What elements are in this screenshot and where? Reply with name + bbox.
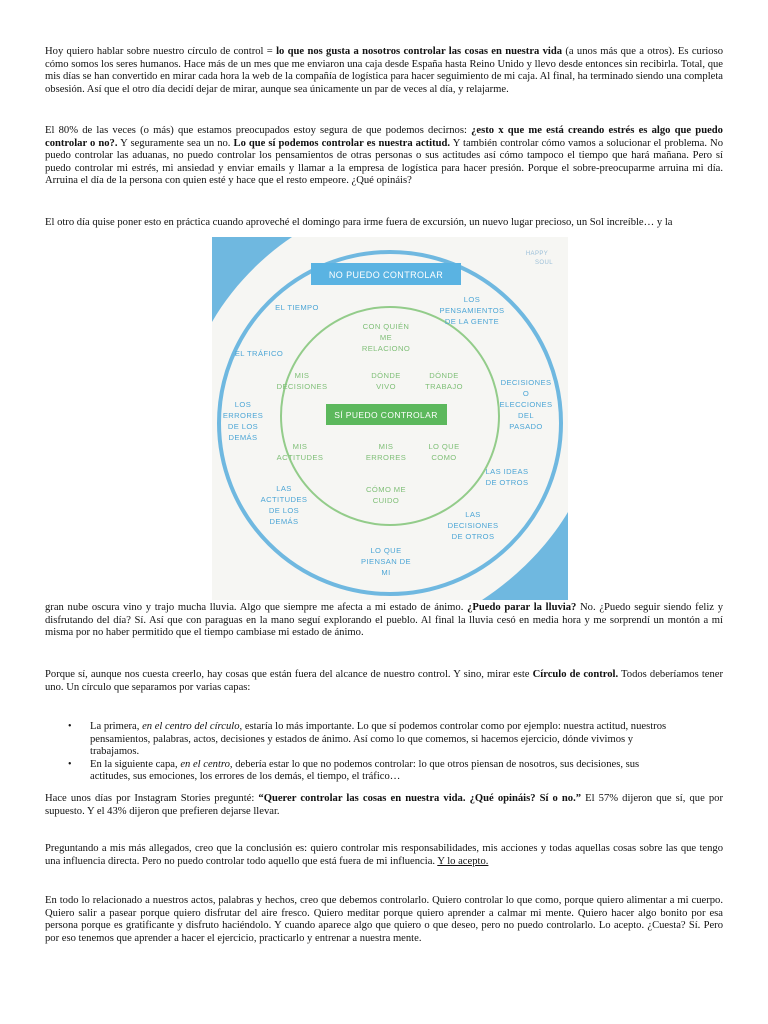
inner-item-line: MIS: [292, 442, 308, 451]
inner-item-line: ACTITUDES: [276, 453, 324, 462]
bold-span: Círculo de control.: [532, 669, 619, 680]
outer-item-line: MI: [381, 568, 391, 577]
outer-item-line: DE LOS: [227, 422, 259, 431]
outer-item-line: LAS: [276, 484, 292, 493]
inner-item-line: CON QUIÉN: [362, 322, 410, 331]
inner-item-line: CÓMO ME: [366, 485, 406, 494]
outer-item-line: DECISIONES: [447, 521, 499, 530]
outer-item-line: ACTITUDES: [260, 495, 308, 504]
list-item: [68, 721, 678, 759]
inner-item-line: CUIDO: [372, 496, 400, 505]
circle-of-control-figure: [212, 237, 568, 600]
inner-item-line: MIS: [294, 371, 310, 380]
outer-item-line: ERRORES: [222, 411, 264, 420]
inner-item-line: ME: [379, 333, 393, 342]
outer-item-7: [261, 484, 308, 526]
paragraph-excursion: El otro día quise poner esto en práctica cuando aproveché el domingo para irme fuera de excursión, un nuevo lugar precioso, un Sol increíble… y la: [45, 217, 673, 228]
outer-item-line: O: [522, 389, 530, 398]
outer-item-8: [448, 510, 499, 541]
outer-item-line: ELECCIONES: [499, 400, 553, 409]
inner-item-5: [277, 442, 324, 462]
inner-item-7: [428, 442, 459, 462]
outer-item-line: DE OTROS: [451, 532, 495, 541]
outer-item-line: LOS: [463, 295, 481, 304]
paragraph-instagram: [45, 793, 723, 818]
inner-item-line: DÓNDE: [371, 371, 401, 380]
outer-item-line: DE LA GENTE: [444, 317, 500, 326]
outer-item-line: LAS IDEAS: [485, 467, 529, 476]
paragraph-intro: [45, 46, 723, 96]
italic-span: en el centro del círculo: [142, 721, 240, 732]
brand-logo-subtext: SOUL: [535, 260, 553, 266]
inner-item-1: [362, 322, 410, 353]
outer-item-line: PASADO: [509, 422, 543, 431]
text-span: gran nube oscura vino y trajo mucha lluvia. Algo que siempre me afecta a mi estado de ánimo.: [45, 602, 468, 613]
bullet-list: [68, 721, 678, 784]
text-span: debería estar lo que no podemos controlar: lo que otros piensan de nosotros, sus decisiones, sus actitudes, sus emociones, los errores de los demás, el tiempo, el tráfico…: [90, 758, 640, 783]
inner-item-line: LO QUE: [428, 442, 460, 451]
inner-item-2: [277, 371, 328, 391]
inner-item-3: [371, 371, 400, 391]
outer-item-4: [500, 378, 553, 431]
outer-item-line: PIENSAN DE: [361, 557, 411, 566]
control-label: SÍ PUEDO CONTROLAR: [334, 410, 438, 420]
inner-item-line: VIVO: [376, 382, 396, 391]
paragraph-closing: En todo lo relacionado a nuestros actos, palabras y hechos, creo que debemos controlarlo. Quiero controlar lo que como, porque quiero alimentar a mi cuerpo. Quiero salir a pasear porque quiero disfrutar del aire fresco. Quiero meditar porque quiero aprender a calmar mi mente. Quiero hacer algo bonito por esa persona porque es gratificante y disfruto haciéndolo. Y cuando aparece algo que quiero o que deseo, pero no puedo controlarlo. Lo acepto. ¿Cuesta? Sí. Pero por eso tenemos que aprender a hacer el ejercicio, practicarlo y entrenar a nuestra mente.: [45, 895, 723, 944]
text-span: Porque sí, aunque nos cuesta creerlo, hay cosas que están fuera del alcance de nuestro control. Y sino, mirar este: [45, 669, 533, 680]
inner-item-6: [366, 442, 406, 462]
circle-diagram: [212, 237, 568, 600]
text-span: La primera,: [90, 721, 143, 732]
outer-item-1: [275, 303, 319, 312]
bold-span: “Querer controlar las cosas en nuestra vida. ¿Qué opináis? Sí o no.”: [258, 793, 582, 804]
text-span: Y seguramente sea un no.: [117, 137, 234, 149]
inner-item-line: ERRORES: [365, 453, 407, 462]
text-span: Preguntando a mis más allegados, creo que la conclusión es: quiero controlar mis responsabilidades, mis acciones y todas aquellas cosas sobre las que tengo una influencia directa. Pero no puedo controlar todo aquello que está fuera de mi influencia.: [45, 843, 723, 867]
text-span: Hoy quiero hablar sobre nuestro círculo de control =: [45, 46, 277, 57]
outer-item-line: LAS: [465, 510, 481, 519]
bold-span: Lo que sí podemos controlar es nuestra actitud.: [233, 137, 451, 149]
paragraph-stress: [45, 125, 723, 188]
outer-item-line: EL TRÁFICO: [234, 349, 284, 358]
paragraph-conclusion: [45, 843, 723, 868]
bold-span: ¿esto x que me está creando estrés es algo que puedo controlar o no?.: [45, 125, 723, 149]
outer-item-line: LOS: [234, 400, 252, 409]
inner-item-8: [366, 485, 406, 505]
inner-item-4: [425, 371, 463, 391]
text-span: Hace unos días por Instagram Stories pregunté:: [45, 793, 259, 804]
text-span: El 57% dijeron que sí, que por supuesto. Y el 43% dijeron que prefieren dejarse llevar.: [45, 793, 723, 817]
inner-item-line: DECISIONES: [276, 382, 328, 391]
text-span: El 80% de las veces (o más) que estamos preocupados estoy segura de que podemos decirnos:: [45, 125, 472, 136]
text-span: No. ¿Puedo seguir siendo feliz y disfrutando del día? Sí. Así que con paraguas en la mano seguí explorando el pueblo. Al final la lluvia cesó en media hora y me sorprendí un montón a mí misma por no haber permitido que el tiempo cambiase mi estado de ánimo.: [45, 602, 723, 639]
paragraph-rain: [45, 602, 723, 640]
outer-item-6: [486, 467, 529, 487]
list-item: [68, 758, 678, 784]
text-span: Todos deberíamos tener uno. Un círculo que separamos por varias capas:: [45, 669, 723, 693]
outer-item-line: DEMÁS: [228, 433, 258, 442]
text-span: , estaría lo más importante. Lo que sí podemos controlar como por ejemplo: nuestra actitud, nuestros pensamientos, palabras, actos, decisiones y estados de ánimo. Así como lo que comemos, si hacemos ejercicio, dónde vivimos y trabajamos.: [90, 721, 667, 758]
italic-span: en el centro,: [180, 758, 233, 770]
underlined-span: Y lo acepto.: [437, 855, 489, 867]
inner-item-line: MIS: [378, 442, 394, 451]
inner-item-line: TRABAJO: [425, 382, 463, 391]
outer-item-line: LO QUE: [370, 546, 402, 555]
inner-item-line: RELACIONO: [361, 344, 411, 353]
outer-item-line: EL TIEMPO: [275, 303, 319, 312]
outer-item-5: [223, 400, 263, 442]
outer-item-2: [439, 295, 504, 326]
bold-span: lo que nos gusta a nosotros controlar las cosas en nuestra vida: [276, 46, 563, 57]
inner-item-line: COMO: [431, 453, 457, 462]
bullet-dot: •: [68, 721, 72, 732]
outer-item-line: DE OTROS: [485, 478, 529, 487]
outer-item-9: [361, 546, 411, 577]
outer-item-line: DEMÁS: [269, 517, 299, 526]
outer-item-line: DECISIONES: [500, 378, 552, 387]
outer-item-line: DE LOS: [268, 506, 300, 515]
inner-item-line: DÓNDE: [429, 371, 459, 380]
paragraph-circle-intro: [45, 669, 723, 694]
outer-item-line: DEL: [518, 411, 534, 420]
outer-item-line: PENSAMIENTOS: [439, 306, 505, 315]
text-span: En la siguiente capa,: [90, 758, 181, 770]
brand-logo-text: HAPPY: [525, 251, 549, 257]
no-control-label: NO PUEDO CONTROLAR: [328, 270, 444, 280]
text-span: Y también controlar cómo vamos a solucionar el problema. No puedo controlar las aduanas, no puedo controlar los pensamientos de otras personas o sus actitudes así cómo tampoco el tiempo que hará mañana. Pero sí puedo controlar mi estrés, mi ansiedad y enviar emails y llamar a la empresa de logística para hacer presión. Porque el sobre-preocuparme arruina mi día. Arruina el día de la persona con quien esté y hace que el resto empeore. ¿Qué opináis?: [45, 137, 723, 187]
text-span: (a unos más que a otros). Es curioso cómo somos los seres humanos. Hace más de un mes que me enviaron una caja desde España hasta Reino Unido y llevo desde entonces sin recibirla. Total, que mis días se han convertido en mirar cada hora la web de la compañía de logística para hacer seguimiento de mi caja. Al final, ha terminado siendo una completa obsesión. Así que el otro día decidí dejar de mirar, aunque sea únicamente un par de veces al día, y relajarme.: [45, 46, 724, 95]
bullet-dot: •: [68, 758, 72, 770]
outer-item-3: [235, 349, 283, 358]
bold-span: ¿Puedo parar la lluvia?: [467, 602, 577, 613]
